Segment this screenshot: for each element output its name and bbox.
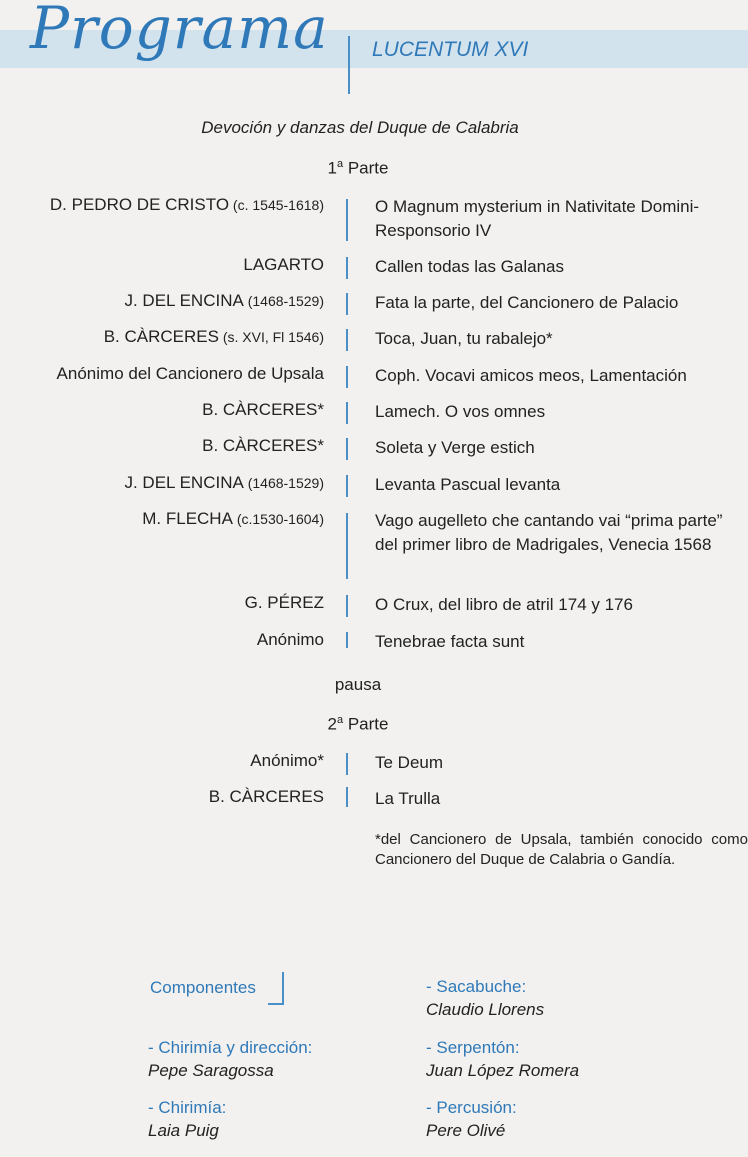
row-divider <box>346 787 348 807</box>
row-divider <box>346 438 348 460</box>
pause-label: pausa <box>334 675 382 694</box>
work-title: O Magnum mysterium in Nativitate Domini-Responsorio IV <box>375 197 700 240</box>
work-title: Vago augelleto che cantando vai “prima parte” del primer libro de Madrigales, Venecia 1568 <box>375 511 723 554</box>
page-title: Programa <box>30 0 329 62</box>
composer: J. DEL ENCINA (1468-1529) <box>124 473 324 492</box>
row-divider <box>346 329 348 351</box>
composer: B. CÀRCERES* <box>202 400 324 419</box>
components-bracket <box>282 972 284 1004</box>
member <box>426 976 544 1022</box>
components-bracket-foot <box>268 1003 284 1005</box>
composer: G. PÉREZ <box>244 593 324 612</box>
member-role: - Sacabuche: <box>426 977 527 996</box>
row-divider <box>346 293 348 315</box>
work-title: Tenebrae facta sunt <box>375 632 525 651</box>
composer: B. CÀRCERES* <box>202 436 324 455</box>
row-divider <box>346 753 348 775</box>
member-name: Pepe Saragossa <box>148 1061 274 1080</box>
member-name: Juan López Romera <box>426 1061 580 1080</box>
work-title: Coph. Vocavi amicos meos, Lamentación <box>375 366 687 385</box>
composer: J. DEL ENCINA (1468-1529) <box>124 291 324 310</box>
composer: Anónimo <box>256 630 324 649</box>
composer: Anónimo* <box>250 751 324 770</box>
work-title: Lamech. O vos omnes <box>375 402 546 421</box>
composer: M. FLECHA (c.1530-1604) <box>142 509 324 528</box>
composer: LAGARTO <box>243 255 324 274</box>
work-title: La Trulla <box>375 789 441 808</box>
row-divider <box>346 199 348 241</box>
member-name: Claudio Llorens <box>426 1000 545 1019</box>
work-title: Toca, Juan, tu rabalejo* <box>375 329 553 348</box>
composer: B. CÀRCERES <box>208 787 324 806</box>
member <box>148 1037 312 1083</box>
header-divider <box>348 36 350 94</box>
member <box>426 1097 517 1143</box>
work-title: Soleta y Verge estich <box>375 438 535 457</box>
work-title: Callen todas las Galanas <box>375 257 565 276</box>
work-title: Fata la parte, del Cancionero de Palacio <box>375 293 679 312</box>
work-title: Te Deum <box>375 753 444 772</box>
concert-title: Devoción y danzas del Duque de Calabria <box>201 118 519 137</box>
member-role: - Serpentón: <box>426 1038 520 1057</box>
row-divider <box>346 257 348 279</box>
composer: D. PEDRO DE CRISTO (c. 1545-1618) <box>49 195 324 214</box>
components-title: Componentes <box>150 978 256 997</box>
member-name: Pere Olivé <box>426 1121 506 1140</box>
member-role: - Percusión: <box>426 1098 517 1117</box>
part2-title: 2$^a$ Parte <box>327 714 389 734</box>
member <box>426 1037 579 1083</box>
edition-label: LUCENTUM XVI <box>372 38 529 61</box>
composer: B. CÀRCERES (s. XVI, Fl 1546) <box>103 327 324 346</box>
member-name: Laia Puig <box>148 1121 219 1140</box>
footnote: *del Cancionero de Upsala, también conocido como Cancionero del Duque de Calabria o Gandía. <box>375 831 748 868</box>
part1-title: 1$^a$ Parte <box>327 158 389 178</box>
row-divider <box>346 475 348 497</box>
work-title: O Crux, del libro de atril 174 y 176 <box>375 595 633 614</box>
composer: Anónimo del Cancionero de Upsala <box>56 364 324 383</box>
member-role: - Chirimía y dirección: <box>148 1038 313 1057</box>
row-divider <box>346 366 348 388</box>
member <box>148 1097 226 1143</box>
row-divider <box>346 595 348 617</box>
work-title: Levanta Pascual levanta <box>375 475 561 494</box>
member-role: - Chirimía: <box>148 1098 227 1117</box>
row-divider <box>346 632 348 648</box>
row-divider <box>346 402 348 424</box>
row-divider <box>346 513 348 579</box>
